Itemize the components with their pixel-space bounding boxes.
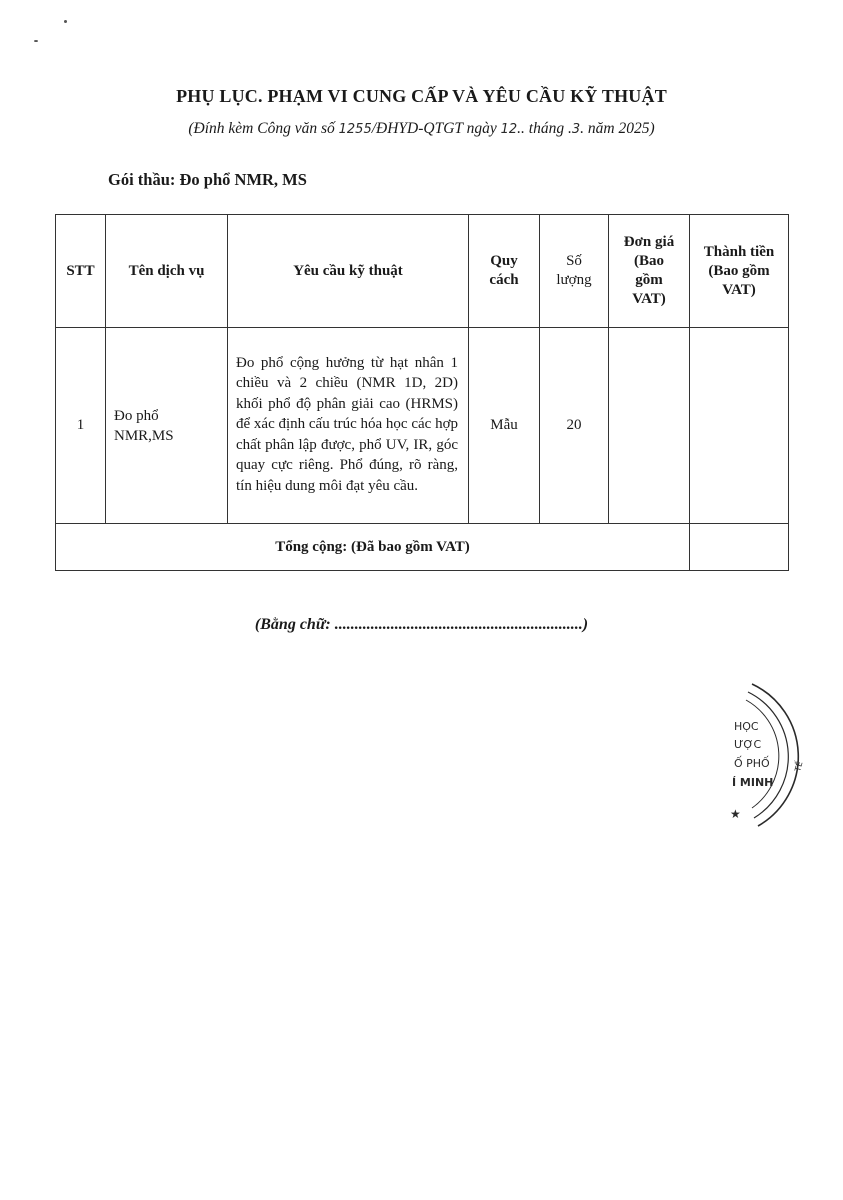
seal-text-line: Ố PHỐ xyxy=(734,757,770,770)
header-unit-price xyxy=(609,215,690,328)
seal-star-icon: ★ xyxy=(730,807,741,821)
header-unit-price-line: (Bao xyxy=(634,253,664,269)
spec-table xyxy=(55,214,789,571)
header-total-amount xyxy=(690,215,789,328)
cell-service-name xyxy=(106,328,228,524)
total-label: Tổng cộng: (Đã bao gồm VAT) xyxy=(56,524,690,571)
header-technical-requirements: Yêu cầu kỹ thuật xyxy=(228,215,469,328)
cell-specification: Mẫu xyxy=(469,328,540,524)
seal-inner-ring xyxy=(746,700,779,808)
service-name-line: Đo phổ xyxy=(114,407,159,424)
scan-speck xyxy=(34,40,38,42)
seal-text-line: Í MINH xyxy=(732,776,774,789)
header-spec-line: cách xyxy=(489,272,519,288)
header-total-line: Thành tiền xyxy=(703,243,775,260)
header-service-name: Tên dịch vụ xyxy=(106,215,228,328)
document-subtitle xyxy=(0,120,843,138)
subtitle-handwritten-month: 3 xyxy=(571,122,581,137)
header-qty-line: Số xyxy=(566,253,582,269)
header-unit-price-line: Đơn giá xyxy=(623,234,675,250)
table-row xyxy=(56,328,789,524)
official-seal-stamp xyxy=(700,676,830,836)
header-spec-line: Quy xyxy=(490,253,518,269)
seal-edge-text: TẾ xyxy=(793,760,805,773)
subtitle-suffix: . năm 2025) xyxy=(580,120,655,137)
seal-text-line: ƯỢC xyxy=(734,738,762,751)
cell-total-amount xyxy=(690,328,789,524)
cell-requirements: Đo phổ cộng hưởng từ hạt nhân 1 chiều và 2 chiều (NMR 1D, 2D) khối phổ độ phân giải cao (HRMS) để xác định cấu trúc hóa học các hợp chất phân lập được, phổ UV, IR, góc quay cực riêng. Phổ đúng, rõ ràng, tín hiệu dung môi đạt yêu cầu. xyxy=(228,328,469,524)
total-value xyxy=(690,524,789,571)
header-unit-price-line: gồm xyxy=(635,272,663,288)
header-total-line: (Bao gồm xyxy=(708,262,770,279)
header-stt: STT xyxy=(56,215,106,328)
subtitle-between: .. tháng . xyxy=(517,120,572,137)
cell-stt: 1 xyxy=(56,328,106,524)
subtitle-handwritten-day: 12 xyxy=(500,122,518,137)
subtitle-prefix: (Đính kèm Công văn số xyxy=(188,120,339,137)
subtitle-handwritten-number: 1255 xyxy=(338,122,372,137)
seal-middle-ring xyxy=(748,692,788,818)
subtitle-mid: /ĐHYD-QTGT ngày xyxy=(371,120,501,137)
header-total-line: VAT) xyxy=(722,281,756,298)
amount-in-words: (Bằng chữ: ..............................................................) xyxy=(254,616,589,633)
table-total-row xyxy=(56,524,789,571)
header-quantity xyxy=(540,215,609,328)
seal-outer-ring xyxy=(752,684,798,826)
table-header-row xyxy=(56,215,789,328)
cell-unit-price xyxy=(609,328,690,524)
scan-speck xyxy=(64,20,67,23)
header-unit-price-line: VAT) xyxy=(632,291,666,307)
document-title: PHỤ LỤC. PHẠM VI CUNG CẤP VÀ YÊU CẦU KỸ THUẬT xyxy=(176,86,667,106)
header-qty-line: lượng xyxy=(556,272,592,288)
package-label: Gói thầu: Đo phổ NMR, MS xyxy=(108,170,307,189)
seal-text-line: HỌC xyxy=(734,720,759,733)
header-specification xyxy=(469,215,540,328)
service-name-line: NMR,MS xyxy=(114,427,174,444)
cell-quantity: 20 xyxy=(540,328,609,524)
